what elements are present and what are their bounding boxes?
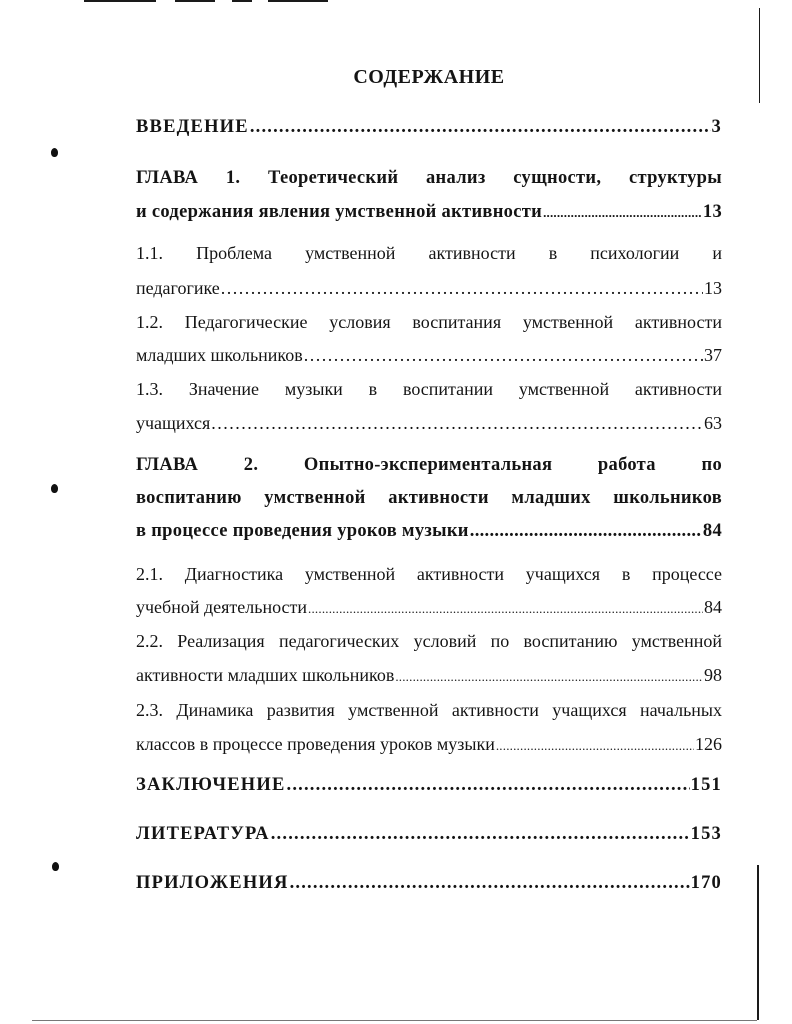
scan-edge-top [84, 0, 156, 2]
toc-page: 84 [702, 521, 722, 541]
toc-chapter-1-line2 [136, 202, 722, 223]
toc-section-1-2-line2 [136, 345, 722, 366]
dot-leader [271, 824, 690, 845]
toc-label: ВВЕДЕНИЕ [136, 117, 249, 137]
toc-section-2-1-line1: 2.1. Диагностика умственной активности учащихся в процессе [136, 564, 722, 584]
toc-label: младших школьников [136, 345, 303, 365]
toc-label: ПРИЛОЖЕНИЯ [136, 873, 289, 893]
toc-section-1-3-line1: 1.3. Значение музыки в воспитании умственной активности [136, 379, 722, 399]
toc-section-2-3-line1: 2.3. Динамика развития умственной активности учащихся начальных [136, 700, 722, 720]
toc-page: 3 [711, 117, 722, 137]
toc-page: 153 [690, 824, 722, 844]
toc-section-2-2-line2 [136, 665, 722, 686]
toc-entry-appendices [136, 873, 722, 894]
toc-label: активности младших школьников [136, 665, 395, 685]
dot-leader [470, 521, 702, 542]
toc-chapter-2-line3 [136, 521, 722, 542]
toc-page: 13 [702, 202, 722, 222]
scan-edge-top [268, 0, 328, 2]
binder-hole-mark [51, 148, 58, 157]
toc-section-1-3-line2 [136, 413, 722, 434]
toc-label: ЗАКЛЮЧЕНИЕ [136, 775, 286, 795]
dot-leader [304, 345, 703, 366]
toc-page: 98 [704, 665, 722, 685]
toc-section-2-3-line2 [136, 734, 722, 755]
toc-label: учащихся [136, 413, 211, 433]
dot-leader [287, 775, 690, 796]
toc-chapter-2-line2: воспитанию умственной активности младших школьников [136, 488, 722, 508]
toc-page: 13 [704, 278, 722, 298]
scan-edge-right [757, 865, 759, 1020]
toc-section-1-1-line2 [136, 278, 722, 299]
toc-label: ЛИТЕРАТУРА [136, 824, 270, 844]
toc-label: и содержания явления умственной активности [136, 202, 543, 222]
toc-label: педагогике [136, 278, 220, 298]
toc-section-1-2-line1: 1.2. Педагогические условия воспитания умственной активности [136, 312, 722, 332]
toc-page: 37 [704, 345, 722, 365]
dot-leader [290, 873, 690, 894]
toc-label: в процессе проведения уроков музыки [136, 521, 469, 541]
toc-chapter-1-line1: ГЛАВА 1. Теоретический анализ сущности, структуры [136, 168, 722, 188]
scan-edge-left [32, 1020, 757, 1021]
dot-leader [395, 665, 703, 686]
dot-leader [308, 597, 703, 618]
toc-label: классов в процессе проведения уроков музыки [136, 734, 495, 754]
toc-entry-conclusion [136, 775, 722, 796]
toc-page: 84 [704, 597, 722, 617]
toc-section-2-1-line2 [136, 597, 722, 618]
dot-leader [211, 413, 703, 434]
toc-entry-references [136, 824, 722, 845]
toc-page: 151 [690, 775, 722, 795]
dot-leader [496, 734, 694, 755]
binder-hole-mark [51, 484, 58, 493]
toc-chapter-2-line1: ГЛАВА 2. Опытно-экспериментальная работа по [136, 455, 722, 475]
page-title: СОДЕРЖАНИЕ [353, 66, 505, 88]
dot-leader [221, 278, 703, 299]
scan-edge-top [232, 0, 252, 2]
toc-label: учебной деятельности [136, 597, 308, 617]
dot-leader [543, 202, 702, 223]
toc-section-2-2-line1: 2.2. Реализация педагогических условий по воспитанию умственной [136, 631, 722, 651]
toc-section-1-1-line1: 1.1. Проблема умственной активности в психологии и [136, 243, 722, 263]
toc-entry-intro [136, 117, 722, 138]
toc-page: 126 [695, 734, 722, 754]
toc-page: 63 [704, 413, 722, 433]
toc-page: 170 [690, 873, 722, 893]
binder-hole-mark [52, 862, 59, 871]
scan-edge-top [175, 0, 215, 2]
dot-leader [250, 117, 711, 138]
